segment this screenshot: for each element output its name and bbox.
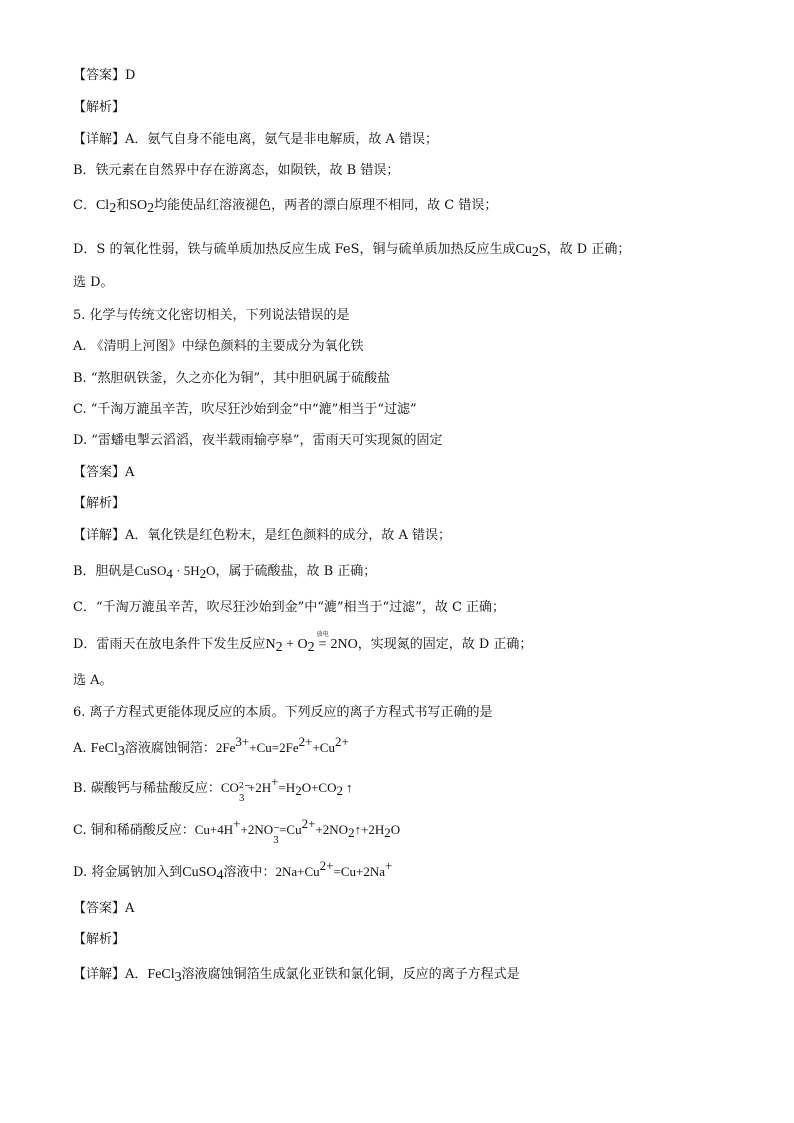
question-6-option-d: D. 将金属钠加入到CuSO$_4$溶液中：$2Na+Cu^{2+}=Cu+2Na^+$ [73, 858, 393, 883]
detail-line-q5-a: 【详解】A．氧化铁是红色粉末，是红色颜料的成分，故 A 错误； [73, 528, 452, 543]
detail-label: 【详解】 [73, 132, 126, 147]
analysis-heading-q5: 【解析】 [73, 496, 126, 511]
answer-line-q4 [73, 68, 135, 84]
answer-label: 【答案】 [73, 68, 126, 83]
answer-line-q6: 【答案】A [73, 901, 135, 916]
detail-line-q5-b: B．胆矾是CuSO$_4$ · $5H_2O$，属于硫酸盐，故 B 正确； [73, 563, 377, 581]
question-5-option-d: D. “雷蟠电掣云滔滔，夜半载雨输亭皋”，雷雨天可实现氮的固定 [73, 433, 443, 448]
answer-value: D [125, 68, 136, 83]
answer-line-q5: 【答案】A [73, 465, 135, 480]
question-6-stem: 6. 离子方程式更能体现反应的本质。下列反应的离子方程式书写正确的是 [73, 705, 493, 720]
question-5-option-a: A. 《清明上河图》中绿色颜料的主要成分为氧化铁 [73, 339, 364, 354]
question-6-option-b: B. 碳酸钙与稀盐酸反应：CO 2− 3 $+2H^+=H_2O+CO_2$ ↑ [73, 774, 353, 804]
question-5-option-c: C. “千淘万漉虽辛苦，吹尽狂沙始到金”中“漉”相当于“过滤” [73, 402, 417, 417]
analysis-label: 解析 [86, 100, 113, 115]
question-6-option-a: A. FeCl$_3$溶液腐蚀铜箔：$2Fe^{3+}+Cu=2Fe^{2+}+Cu^{2+}$ [73, 734, 349, 759]
choice-line-q5: 选 A。 [73, 673, 113, 688]
detail-line-b: B．铁元素在自然界中存在游离态，如陨铁，故 B 错误； [73, 163, 400, 178]
question-5-stem: 5. 化学与传统文化密切相关，下列说法错误的是 [73, 308, 350, 323]
choice-line-q4: 选 D。 [73, 275, 114, 290]
detail-line-a: 【详解】A．氨气自身不能电离，氨气是非电解质，故 A 错误； [73, 132, 439, 147]
question-5-option-b: B. “熬胆矾铁釜，久之亦化为铜”，其中胆矾属于硫酸盐 [73, 371, 391, 386]
analysis-heading-q6: 【解析】 [73, 932, 126, 947]
detail-line-q5-c: C．“千淘万漉虽辛苦，吹尽狂沙始到金”中“漉”相当于“过滤”，故 C 正确； [73, 600, 506, 615]
detail-line-c: C．$Cl_2$和$SO_2$均能使品红溶液褪色，两者的漂白原理不相同，故 C 错误； [73, 198, 498, 216]
detail-line-q6-a: 【详解】A．FeCl$_3$溶液腐蚀铜箔生成氯化亚铁和氯化铜，反应的离子方程式是 [73, 967, 520, 985]
detail-line-q5-d: D．雷雨天在放电条件下发生反应$N_2 + O_2$ 放电 = 2NO，实现氮的固定，故 D 正确； [73, 631, 533, 655]
analysis-heading-q4: 【解析】 [73, 100, 126, 115]
detail-line-d: D．S 的氧化性弱，铁与硫单质加热反应生成 FeS，铜与硫单质加热反应生成$Cu_2S$，故 D 正确； [73, 242, 631, 260]
question-6-option-c: C. 铜和稀硝酸反应：Cu+4H++2NO − 3 $=Cu^{2+}+2NO_2↑+2H_2O$ [73, 816, 401, 846]
